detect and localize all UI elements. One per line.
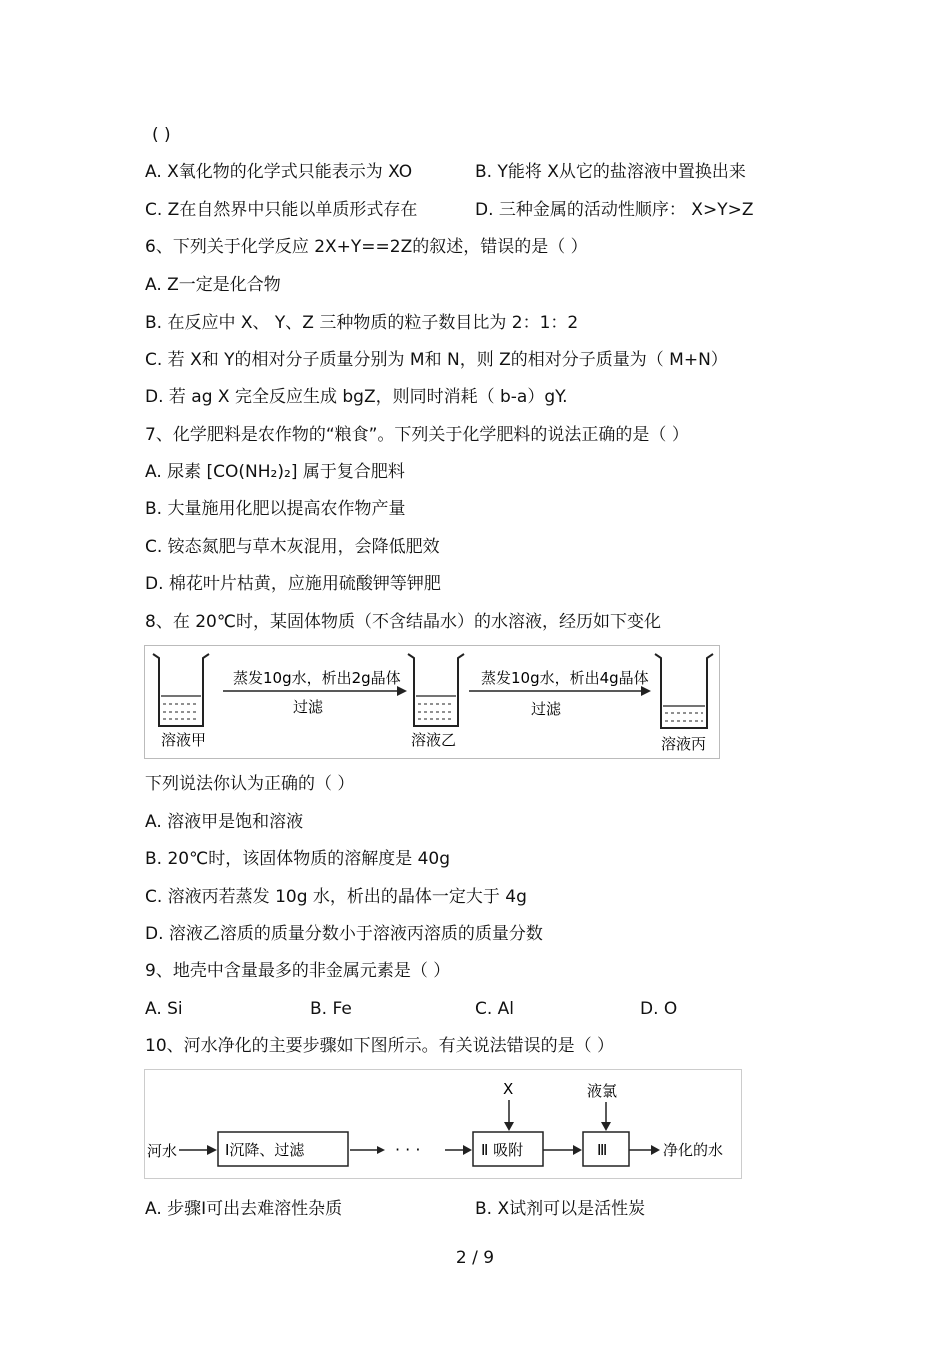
step1-bottom-label: 过滤 xyxy=(293,698,324,716)
q9-stem: 9、地壳中含量最多的非金属元素是（ ） xyxy=(145,961,451,981)
q8-option-b: B. 20℃时，该固体物质的溶解度是 40g xyxy=(145,849,451,869)
q8-option-c: C. 溶液丙若蒸发 10g 水，析出的晶体一定大于 4g xyxy=(145,887,527,907)
q5-option-b: B. Y能将 X从它的盐溶液中置换出来 xyxy=(475,162,746,182)
q8-diagram-svg xyxy=(145,646,719,758)
q7-option-a: A. 尿素 [CO(NH₂)₂] 属于复合肥料 xyxy=(145,462,405,482)
q5-option-d: D. 三种金属的活动性顺序： X>Y>Z xyxy=(475,200,754,220)
q10-diagram-svg xyxy=(145,1070,741,1178)
q5-option-c: C. Z在自然界中只能以单质形式存在 xyxy=(145,200,418,220)
q8-evaporation-diagram xyxy=(144,645,720,759)
beaker-3-label: 溶液丙 xyxy=(661,735,707,753)
q10-option-b: B. X试剂可以是活性炭 xyxy=(475,1199,646,1219)
q10-option-a: A. 步骤Ⅰ可出去难溶性杂质 xyxy=(145,1199,343,1219)
arrow-cl-head xyxy=(601,1122,611,1131)
step1-label: Ⅰ沉降、过滤 xyxy=(225,1141,305,1159)
step2-top-label: 蒸发10g水，析出4g晶体 xyxy=(481,669,649,687)
page-number: 2 / 9 xyxy=(455,1248,495,1268)
q7-option-d: D. 棉花叶片枯黄，应施用硫酸钾等钾肥 xyxy=(145,574,441,594)
beaker-2 xyxy=(408,654,464,726)
beaker-2-label: 溶液乙 xyxy=(411,731,457,749)
step3-label: Ⅲ xyxy=(597,1141,608,1159)
q7-option-c: C. 铵态氮肥与草木灰混用，会降低肥效 xyxy=(145,537,440,557)
q9-option-c: C. Al xyxy=(475,999,515,1019)
arrow-x-head xyxy=(504,1122,514,1131)
q6-stem: 6、下列关于化学反应 2X+Y==2Z的叙述，错误的是（ ） xyxy=(145,237,588,257)
arrow-e-head xyxy=(651,1145,660,1155)
beaker-1-label: 溶液甲 xyxy=(161,731,207,749)
beaker-3 xyxy=(655,654,713,728)
q8-stem: 8、在 20℃时，某固体物质（不含结晶水）的水溶液，经历如下变化 xyxy=(145,612,661,632)
river-water-label: 河水 xyxy=(147,1142,178,1160)
q7-stem: 7、化学肥料是农作物的“粮食”。下列关于化学肥料的说法正确的是（ ） xyxy=(145,425,689,445)
step2-label: Ⅱ 吸附 xyxy=(481,1141,524,1159)
reagent-x-label: X xyxy=(503,1080,514,1098)
arrow-2-head xyxy=(641,686,651,696)
q10-purification-diagram xyxy=(144,1069,742,1179)
q8-option-d: D. 溶液乙溶质的质量分数小于溶液丙溶质的质量分数 xyxy=(145,924,543,944)
arrow-a-head xyxy=(207,1145,217,1155)
q5-option-a: A. X氧化物的化学式只能表示为 XO xyxy=(145,162,413,182)
step2-bottom-label: 过滤 xyxy=(531,700,562,718)
q8-ask: 下列说法你认为正确的（ ） xyxy=(145,774,355,794)
q6-option-b: B. 在反应中 X、 Y、Z 三种物质的粒子数目比为 2：1：2 xyxy=(145,313,579,333)
q8-option-a: A. 溶液甲是饱和溶液 xyxy=(145,812,304,832)
arrow-c-head xyxy=(463,1145,472,1155)
q9-option-a: A. Si xyxy=(145,999,183,1019)
step1-top-label: 蒸发10g水，析出2g晶体 xyxy=(233,669,401,687)
arrow-d-head xyxy=(573,1145,582,1155)
arrow-b-head xyxy=(377,1146,385,1154)
q9-option-d: D. O xyxy=(640,999,678,1019)
q10-stem: 10、河水净化的主要步骤如下图所示。有关说法错误的是（ ） xyxy=(145,1036,615,1056)
q5-paren: ( ) xyxy=(152,125,171,145)
reagent-chlorine-label: 液氯 xyxy=(587,1082,618,1100)
q6-option-a: A. Z一定是化合物 xyxy=(145,275,281,295)
q6-option-d: D. 若 ag X 完全反应生成 bgZ，则同时消耗（ b-a）gY. xyxy=(145,387,568,407)
arrow-1-head xyxy=(397,686,407,696)
beaker-1 xyxy=(153,654,209,726)
clean-water-label: 净化的水 xyxy=(663,1141,724,1159)
q6-option-c: C. 若 X和 Y的相对分子质量分别为 M和 N，则 Z的相对分子质量为（ M+N） xyxy=(145,350,728,370)
dots-label: · · · xyxy=(395,1140,421,1159)
q9-option-b: B. Fe xyxy=(310,999,352,1019)
q7-option-b: B. 大量施用化肥以提高农作物产量 xyxy=(145,499,406,519)
